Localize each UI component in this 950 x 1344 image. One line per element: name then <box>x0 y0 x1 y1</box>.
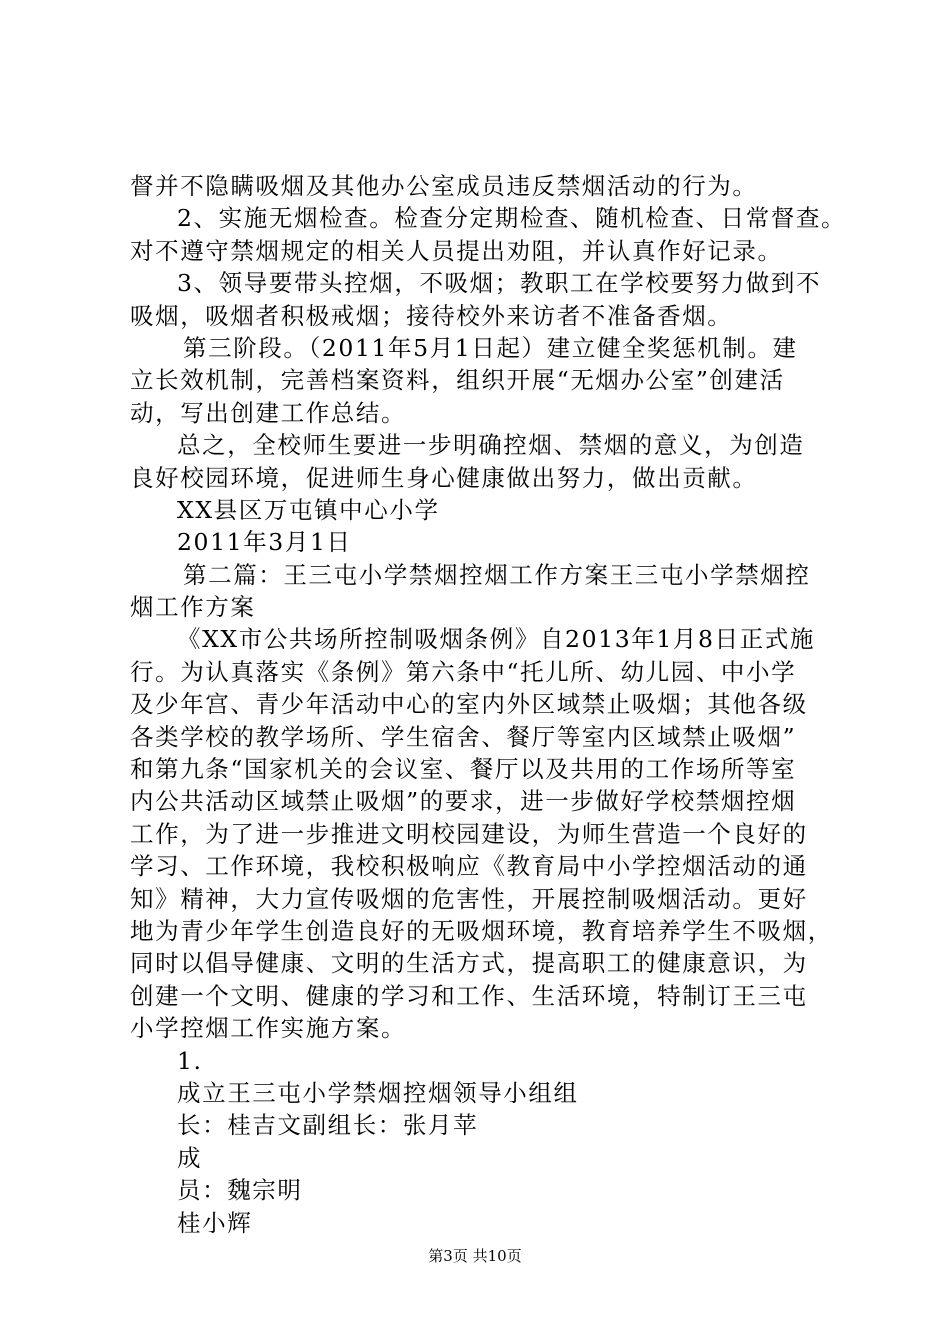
text-line: 内公共活动区域禁止吸烟”的要求，进一步做好学校禁烟控烟 <box>130 787 797 816</box>
text-line: 吸烟，吸烟者积极戒烟；接待校外来访者不准备香烟。 <box>130 301 733 330</box>
text-line: 及少年宫、青少年活动中心的室内外区域禁止吸烟；其他各级 <box>130 690 808 719</box>
text-line: 行。为认真落实《条例》第六条中“托儿所、幼儿园、中小学 <box>130 657 797 686</box>
text-line: 第二篇：王三屯小学禁烟控烟工作方案王三屯小学禁烟控 <box>183 560 811 589</box>
text-line: 创建一个文明、健康的学习和工作、生活环境，特制订王三屯 <box>130 981 808 1010</box>
text-line: 小学控烟工作实施方案。 <box>130 1014 407 1043</box>
text-line: 烟工作方案 <box>130 593 256 622</box>
text-line: 第三阶段。（2011年5月1日起）建立健全奖惩机制。建 <box>183 333 798 362</box>
text-line: 员：魏宗明 <box>177 1176 303 1205</box>
text-line: 动，写出创建工作总结。 <box>130 398 407 427</box>
text-line: XX县区万屯镇中心小学 <box>177 495 440 524</box>
text-line: 长：桂吉文副组长：张月苹 <box>177 1111 479 1140</box>
text-line: 3、领导要带头控烟，不吸烟；教职工在学校要努力做到不 <box>177 269 822 298</box>
text-line: 知》精神，大力宣传吸烟的危害性，开展控制吸烟活动。更好 <box>130 884 808 913</box>
text-line: 2011年3月1日 <box>177 528 352 557</box>
text-line: 立长效机制，完善档案资料，组织开展“无烟办公室”创建活 <box>130 366 785 395</box>
text-line: 学习、工作环境，我校积极响应《教育局中小学控烟活动的通 <box>130 852 808 881</box>
text-line: 桂小辉 <box>177 1208 253 1237</box>
text-line: 良好校园环境，促进师生身心健康做出努力，做出贡献。 <box>130 463 758 492</box>
text-line: 成 <box>177 1143 203 1172</box>
text-line: 《XX市公共场所控制吸烟条例》自2013年1月8日正式施 <box>177 625 815 654</box>
document-body <box>130 170 847 1239</box>
text-line: 同时以倡导健康、文明的生活方式，提高职工的健康意识，为 <box>130 949 808 978</box>
text-line: 工作，为了进一步推进文明校园建设，为师生营造一个良好的 <box>130 819 808 848</box>
text-line: 1. <box>177 1046 203 1075</box>
text-line: 总之，全校师生要进一步明确控烟、禁烟的意义，为创造 <box>177 431 805 460</box>
text-line: 和第九条“国家机关的会议室、餐厅以及共用的工作场所等室 <box>130 755 797 784</box>
text-line: 2、实施无烟检查。检查分定期检查、随机检查、日常督查。 <box>177 204 847 233</box>
text-line: 督并不隐瞒吸烟及其他办公室成员违反禁烟活动的行为。 <box>130 172 758 200</box>
text-line: 各类学校的教学场所、学生宿舍、餐厅等室内区域禁止吸烟” <box>130 722 797 751</box>
text-line: 对不遵守禁烟规定的相关人员提出劝阻，并认真作好记录。 <box>130 236 783 265</box>
text-line: 地为青少年学生创造良好的无吸烟环境，教育培养学生不吸烟， <box>130 916 833 945</box>
page-footer: 第3页 共10页 <box>428 1247 522 1265</box>
text-line: 成立王三屯小学禁烟控烟领导小组组 <box>177 1078 579 1107</box>
